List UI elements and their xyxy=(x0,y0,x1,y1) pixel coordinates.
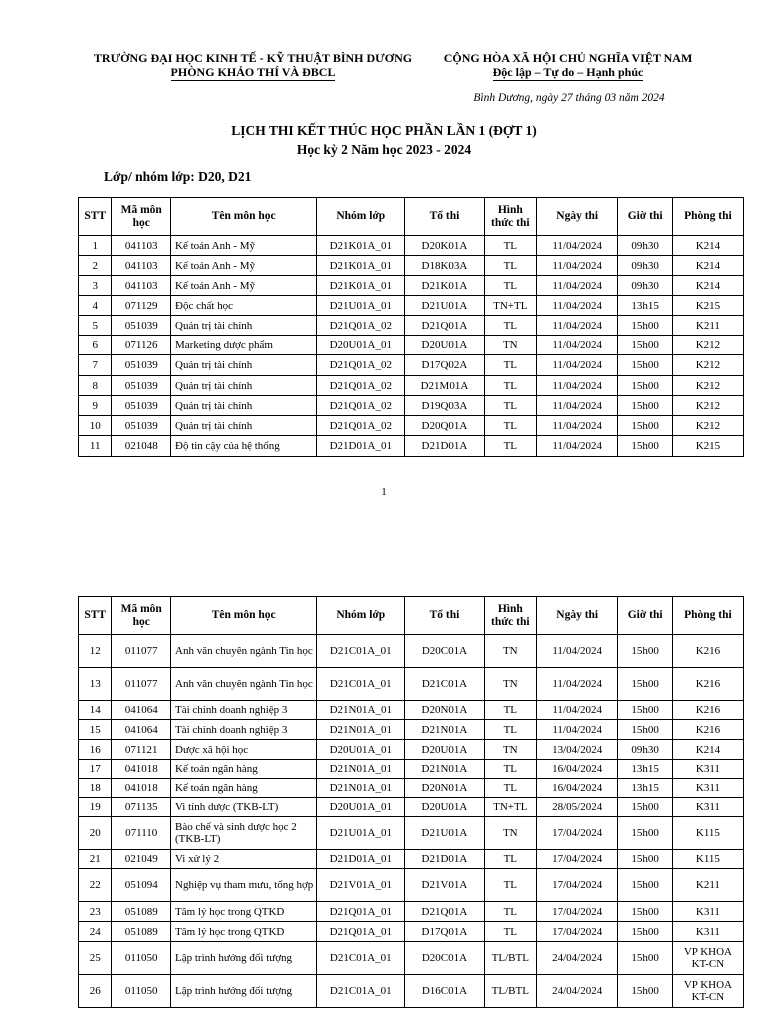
cell-stt: 25 xyxy=(79,942,112,975)
cell-stt: 12 xyxy=(79,635,112,668)
cell-nhom-lop: D21K01A_01 xyxy=(317,236,405,256)
cell-ngay-thi: 11/04/2024 xyxy=(536,635,618,668)
cell-ngay-thi: 11/04/2024 xyxy=(536,701,618,720)
cell-gio-thi: 15h00 xyxy=(618,396,672,416)
cell-to-thi: D19Q03A xyxy=(405,396,484,416)
cell-ten-mon: Lập trình hướng đối tượng xyxy=(171,942,317,975)
table-row xyxy=(79,436,744,457)
cell-ten-mon: Quản trị tài chính xyxy=(171,355,317,376)
cell-ma-mon: 011050 xyxy=(112,942,171,975)
cell-hinh-thuc: TL xyxy=(484,720,536,740)
cell-nhom-lop: D21U01A_01 xyxy=(317,296,405,316)
cell-gio-thi: 15h00 xyxy=(618,416,672,436)
cell-ma-mon: 041103 xyxy=(112,236,171,256)
cell-to-thi: D21K01A xyxy=(405,276,484,296)
cell-ngay-thi: 11/04/2024 xyxy=(536,396,618,416)
cell-ma-mon: 071129 xyxy=(112,296,171,316)
cell-gio-thi: 15h00 xyxy=(618,316,672,336)
cell-gio-thi: 15h00 xyxy=(618,922,672,942)
cell-ngay-thi: 11/04/2024 xyxy=(536,276,618,296)
cell-ngay-thi: 11/04/2024 xyxy=(536,296,618,316)
cell-to-thi: D21D01A xyxy=(405,850,484,869)
cell-ngay-thi: 16/04/2024 xyxy=(536,779,618,798)
col-header-ten-mon: Tên môn học xyxy=(171,198,317,236)
cell-phong-thi: K212 xyxy=(672,376,743,396)
cell-gio-thi: 13h15 xyxy=(618,760,672,779)
cell-ten-mon: Dược xã hội học xyxy=(171,740,317,760)
table-row xyxy=(79,256,744,276)
table-row xyxy=(79,740,744,760)
col-header-hinh-thuc: Hình thức thi xyxy=(484,597,536,635)
cell-nhom-lop: D21U01A_01 xyxy=(317,817,405,850)
cell-hinh-thuc: TL/BTL xyxy=(484,975,536,1008)
cell-stt: 18 xyxy=(79,779,112,798)
cell-gio-thi: 15h00 xyxy=(618,720,672,740)
cell-gio-thi: 09h30 xyxy=(618,276,672,296)
table-row xyxy=(79,975,744,1008)
cell-phong-thi: K216 xyxy=(672,720,743,740)
cell-hinh-thuc: TL xyxy=(484,396,536,416)
cell-phong-thi: K215 xyxy=(672,296,743,316)
cell-ma-mon: 071110 xyxy=(112,817,171,850)
cell-stt: 11 xyxy=(79,436,112,457)
cell-gio-thi: 15h00 xyxy=(618,817,672,850)
table-row xyxy=(79,396,744,416)
cell-nhom-lop: D21N01A_01 xyxy=(317,720,405,740)
cell-hinh-thuc: TL xyxy=(484,316,536,336)
document-date: Bình Dương, ngày 27 tháng 03 năm 2024 xyxy=(473,92,665,104)
cell-ngay-thi: 17/04/2024 xyxy=(536,850,618,869)
cell-stt: 3 xyxy=(79,276,112,296)
cell-phong-thi: K211 xyxy=(672,869,743,902)
cell-nhom-lop: D21N01A_01 xyxy=(317,779,405,798)
cell-ngay-thi: 11/04/2024 xyxy=(536,720,618,740)
cell-to-thi: D21N01A xyxy=(405,720,484,740)
col-header-to-thi: Tổ thi xyxy=(405,198,484,236)
cell-to-thi: D20U01A xyxy=(405,740,484,760)
cell-gio-thi: 13h15 xyxy=(618,296,672,316)
cell-hinh-thuc: TL xyxy=(484,376,536,396)
table-row xyxy=(79,922,744,942)
cell-gio-thi: 09h30 xyxy=(618,236,672,256)
cell-ma-mon: 011050 xyxy=(112,975,171,1008)
document-title: LỊCH THI KẾT THÚC HỌC PHẦN LẦN 1 (ĐỢT 1) xyxy=(231,123,537,138)
cell-hinh-thuc: TL xyxy=(484,416,536,436)
cell-ten-mon: Anh văn chuyên ngành Tin học xyxy=(171,635,317,668)
cell-gio-thi: 15h00 xyxy=(618,942,672,975)
cell-nhom-lop: D21Q01A_02 xyxy=(317,316,405,336)
col-header-phong-thi: Phòng thi xyxy=(672,597,743,635)
cell-to-thi: D17Q02A xyxy=(405,355,484,376)
cell-ma-mon: 051089 xyxy=(112,922,171,942)
cell-ngay-thi: 13/04/2024 xyxy=(536,740,618,760)
cell-hinh-thuc: TN xyxy=(484,817,536,850)
exam-schedule-table-1 xyxy=(78,197,744,457)
cell-ma-mon: 041103 xyxy=(112,276,171,296)
table-row xyxy=(79,798,744,817)
table-row xyxy=(79,850,744,869)
cell-hinh-thuc: TL/BTL xyxy=(484,942,536,975)
cell-ma-mon: 021049 xyxy=(112,850,171,869)
cell-nhom-lop: D21Q01A_01 xyxy=(317,922,405,942)
cell-ngay-thi: 17/04/2024 xyxy=(536,902,618,922)
cell-ten-mon: Kế toán ngân hàng xyxy=(171,760,317,779)
cell-gio-thi: 15h00 xyxy=(618,975,672,1008)
table-row xyxy=(79,701,744,720)
cell-nhom-lop: D21D01A_01 xyxy=(317,436,405,457)
cell-stt: 7 xyxy=(79,355,112,376)
cell-ten-mon: Quản trị tài chính xyxy=(171,396,317,416)
cell-nhom-lop: D21Q01A_02 xyxy=(317,396,405,416)
table-row xyxy=(79,236,744,256)
table-row xyxy=(79,296,744,316)
cell-hinh-thuc: TL xyxy=(484,869,536,902)
col-header-gio-thi: Giờ thi xyxy=(618,597,672,635)
cell-ma-mon: 021048 xyxy=(112,436,171,457)
cell-phong-thi: K214 xyxy=(672,740,743,760)
col-header-hinh-thuc: Hình thức thi xyxy=(484,198,536,236)
col-header-nhom-lop: Nhóm lớp xyxy=(317,198,405,236)
cell-ten-mon: Quản trị tài chính xyxy=(171,376,317,396)
cell-to-thi: D20Q01A xyxy=(405,416,484,436)
cell-gio-thi: 15h00 xyxy=(618,668,672,701)
cell-ten-mon: Kế toán Anh - Mỹ xyxy=(171,256,317,276)
col-header-gio-thi: Giờ thi xyxy=(618,198,672,236)
cell-ma-mon: 041103 xyxy=(112,256,171,276)
cell-nhom-lop: D21K01A_01 xyxy=(317,256,405,276)
cell-gio-thi: 15h00 xyxy=(618,635,672,668)
cell-phong-thi: K311 xyxy=(672,779,743,798)
cell-nhom-lop: D20U01A_01 xyxy=(317,798,405,817)
cell-stt: 19 xyxy=(79,798,112,817)
table-row xyxy=(79,416,744,436)
cell-stt: 17 xyxy=(79,760,112,779)
cell-to-thi: D17Q01A xyxy=(405,922,484,942)
cell-hinh-thuc: TN+TL xyxy=(484,296,536,316)
cell-to-thi: D21D01A xyxy=(405,436,484,457)
table-row xyxy=(79,902,744,922)
cell-ten-mon: Tài chính doanh nghiệp 3 xyxy=(171,720,317,740)
cell-hinh-thuc: TL xyxy=(484,902,536,922)
table-header-row xyxy=(79,198,744,236)
cell-ten-mon: Nghiệp vụ tham mưu, tổng hợp xyxy=(171,869,317,902)
cell-to-thi: D20N01A xyxy=(405,701,484,720)
cell-phong-thi: K214 xyxy=(672,256,743,276)
university-name: TRƯỜNG ĐẠI HỌC KINH TẾ - KỸ THUẬT BÌNH DƯƠNG xyxy=(93,51,413,65)
cell-ngay-thi: 11/04/2024 xyxy=(536,436,618,457)
cell-ngay-thi: 11/04/2024 xyxy=(536,316,618,336)
cell-ten-mon: Kế toán Anh - Mỹ xyxy=(171,236,317,256)
cell-hinh-thuc: TL xyxy=(484,779,536,798)
cell-hinh-thuc: TL xyxy=(484,236,536,256)
cell-ma-mon: 071121 xyxy=(112,740,171,760)
cell-stt: 10 xyxy=(79,416,112,436)
cell-gio-thi: 15h00 xyxy=(618,376,672,396)
cell-stt: 14 xyxy=(79,701,112,720)
cell-ma-mon: 051039 xyxy=(112,355,171,376)
cell-ten-mon: Độ tin cậy của hệ thống xyxy=(171,436,317,457)
cell-hinh-thuc: TL xyxy=(484,760,536,779)
cell-hinh-thuc: TL xyxy=(484,922,536,942)
cell-hinh-thuc: TL xyxy=(484,256,536,276)
cell-to-thi: D21V01A xyxy=(405,869,484,902)
cell-phong-thi: K311 xyxy=(672,902,743,922)
cell-to-thi: D21U01A xyxy=(405,817,484,850)
cell-nhom-lop: D21N01A_01 xyxy=(317,701,405,720)
page-number: 1 xyxy=(381,486,387,498)
cell-nhom-lop: D21C01A_01 xyxy=(317,635,405,668)
cell-stt: 23 xyxy=(79,902,112,922)
cell-ma-mon: 071126 xyxy=(112,336,171,355)
cell-ma-mon: 041018 xyxy=(112,779,171,798)
table-row xyxy=(79,355,744,376)
cell-ten-mon: Lập trình hướng đối tượng xyxy=(171,975,317,1008)
cell-ma-mon: 011077 xyxy=(112,635,171,668)
cell-to-thi: D21Q01A xyxy=(405,316,484,336)
table-row xyxy=(79,276,744,296)
cell-hinh-thuc: TL xyxy=(484,701,536,720)
table-row xyxy=(79,668,744,701)
cell-phong-thi: K212 xyxy=(672,396,743,416)
cell-ten-mon: Tài chính doanh nghiệp 3 xyxy=(171,701,317,720)
cell-to-thi: D20C01A xyxy=(405,635,484,668)
col-header-stt: STT xyxy=(79,597,112,635)
cell-hinh-thuc: TL xyxy=(484,850,536,869)
cell-gio-thi: 09h30 xyxy=(618,256,672,276)
university-header xyxy=(88,51,418,81)
cell-phong-thi: K216 xyxy=(672,635,743,668)
cell-hinh-thuc: TN xyxy=(484,668,536,701)
cell-ten-mon: Tâm lý học trong QTKD xyxy=(171,922,317,942)
cell-ten-mon: Marketing dược phẩm xyxy=(171,336,317,355)
cell-phong-thi: K212 xyxy=(672,355,743,376)
cell-hinh-thuc: TN xyxy=(484,740,536,760)
cell-stt: 1 xyxy=(79,236,112,256)
cell-to-thi: D18K03A xyxy=(405,256,484,276)
cell-nhom-lop: D21C01A_01 xyxy=(317,942,405,975)
cell-ngay-thi: 11/04/2024 xyxy=(536,256,618,276)
cell-nhom-lop: D21C01A_01 xyxy=(317,668,405,701)
cell-ma-mon: 051039 xyxy=(112,396,171,416)
cell-ten-mon: Tâm lý học trong QTKD xyxy=(171,902,317,922)
cell-ngay-thi: 11/04/2024 xyxy=(536,376,618,396)
cell-ngay-thi: 24/04/2024 xyxy=(536,975,618,1008)
cell-ma-mon: 011077 xyxy=(112,668,171,701)
table-row xyxy=(79,942,744,975)
cell-stt: 8 xyxy=(79,376,112,396)
cell-phong-thi: K212 xyxy=(672,336,743,355)
cell-nhom-lop: D20U01A_01 xyxy=(317,740,405,760)
national-header xyxy=(436,51,700,81)
exam-schedule-table-2 xyxy=(78,596,744,1008)
cell-nhom-lop: D21Q01A_02 xyxy=(317,355,405,376)
cell-phong-thi: K216 xyxy=(672,701,743,720)
cell-to-thi: D21Q01A xyxy=(405,902,484,922)
cell-ten-mon: Anh văn chuyên ngành Tin học xyxy=(171,668,317,701)
cell-to-thi: D21U01A xyxy=(405,296,484,316)
cell-ngay-thi: 28/05/2024 xyxy=(536,798,618,817)
cell-ma-mon: 051039 xyxy=(112,316,171,336)
table-row xyxy=(79,316,744,336)
cell-ma-mon: 041018 xyxy=(112,760,171,779)
cell-phong-thi: VP KHOA KT-CN xyxy=(672,942,743,975)
cell-ma-mon: 041064 xyxy=(112,701,171,720)
cell-ten-mon: Độc chất học xyxy=(171,296,317,316)
cell-ngay-thi: 17/04/2024 xyxy=(536,922,618,942)
cell-nhom-lop: D21K01A_01 xyxy=(317,276,405,296)
cell-ngay-thi: 11/04/2024 xyxy=(536,668,618,701)
cell-ma-mon: 051039 xyxy=(112,416,171,436)
col-header-to-thi: Tổ thi xyxy=(405,597,484,635)
cell-ten-mon: Quản trị tài chính xyxy=(171,416,317,436)
cell-gio-thi: 15h00 xyxy=(618,869,672,902)
cell-to-thi: D21M01A xyxy=(405,376,484,396)
cell-ma-mon: 051039 xyxy=(112,376,171,396)
cell-nhom-lop: D21Q01A_01 xyxy=(317,902,405,922)
cell-phong-thi: K212 xyxy=(672,416,743,436)
cell-ten-mon: Quản trị tài chính xyxy=(171,316,317,336)
cell-phong-thi: K311 xyxy=(672,922,743,942)
cell-ngay-thi: 17/04/2024 xyxy=(536,869,618,902)
cell-gio-thi: 15h00 xyxy=(618,902,672,922)
cell-phong-thi: K115 xyxy=(672,817,743,850)
cell-to-thi: D20U01A xyxy=(405,336,484,355)
cell-hinh-thuc: TN xyxy=(484,635,536,668)
cell-stt: 21 xyxy=(79,850,112,869)
col-header-ngay-thi: Ngày thi xyxy=(536,597,618,635)
cell-ngay-thi: 24/04/2024 xyxy=(536,942,618,975)
cell-nhom-lop: D21Q01A_02 xyxy=(317,416,405,436)
table-row xyxy=(79,376,744,396)
cell-phong-thi: K214 xyxy=(672,236,743,256)
cell-gio-thi: 15h00 xyxy=(618,436,672,457)
department-name: PHÒNG KHẢO THÍ VÀ ĐBCL xyxy=(170,65,336,79)
cell-ngay-thi: 11/04/2024 xyxy=(536,236,618,256)
cell-phong-thi: K216 xyxy=(672,668,743,701)
cell-stt: 22 xyxy=(79,869,112,902)
cell-ma-mon: 071135 xyxy=(112,798,171,817)
col-header-ma-mon: Mã môn học xyxy=(112,198,171,236)
national-motto: Độc lập – Tự do – Hạnh phúc xyxy=(492,65,644,79)
cell-to-thi: D20N01A xyxy=(405,779,484,798)
cell-ngay-thi: 11/04/2024 xyxy=(536,336,618,355)
cell-to-thi: D20C01A xyxy=(405,942,484,975)
class-label: Lớp/ nhóm lớp: D20, D21 xyxy=(104,169,252,184)
cell-ngay-thi: 16/04/2024 xyxy=(536,760,618,779)
cell-phong-thi: K211 xyxy=(672,316,743,336)
cell-to-thi: D16C01A xyxy=(405,975,484,1008)
col-header-ten-mon: Tên môn học xyxy=(171,597,317,635)
col-header-phong-thi: Phòng thi xyxy=(672,198,743,236)
table-row xyxy=(79,720,744,740)
col-header-ma-mon: Mã môn học xyxy=(112,597,171,635)
cell-hinh-thuc: TL xyxy=(484,276,536,296)
table-row xyxy=(79,336,744,355)
cell-to-thi: D21N01A xyxy=(405,760,484,779)
cell-stt: 26 xyxy=(79,975,112,1008)
cell-stt: 6 xyxy=(79,336,112,355)
cell-gio-thi: 15h00 xyxy=(618,355,672,376)
cell-to-thi: D21C01A xyxy=(405,668,484,701)
national-motto-title: CỘNG HÒA XÃ HỘI CHỦ NGHĨA VIỆT NAM xyxy=(443,51,693,65)
cell-phong-thi: VP KHOA KT-CN xyxy=(672,975,743,1008)
cell-stt: 2 xyxy=(79,256,112,276)
cell-stt: 24 xyxy=(79,922,112,942)
cell-gio-thi: 15h00 xyxy=(618,850,672,869)
cell-hinh-thuc: TN xyxy=(484,336,536,355)
cell-ten-mon: Kế toán ngân hàng xyxy=(171,779,317,798)
cell-nhom-lop: D21D01A_01 xyxy=(317,850,405,869)
cell-stt: 4 xyxy=(79,296,112,316)
cell-stt: 5 xyxy=(79,316,112,336)
cell-nhom-lop: D21N01A_01 xyxy=(317,760,405,779)
cell-nhom-lop: D20U01A_01 xyxy=(317,336,405,355)
cell-gio-thi: 15h00 xyxy=(618,798,672,817)
cell-to-thi: D20U01A xyxy=(405,798,484,817)
table-row xyxy=(79,779,744,798)
table-row xyxy=(79,635,744,668)
cell-nhom-lop: D21C01A_01 xyxy=(317,975,405,1008)
cell-gio-thi: 15h00 xyxy=(618,336,672,355)
cell-phong-thi: K215 xyxy=(672,436,743,457)
document-subtitle: Học kỳ 2 Năm học 2023 - 2024 xyxy=(296,142,472,157)
cell-ten-mon: Kế toán Anh - Mỹ xyxy=(171,276,317,296)
cell-nhom-lop: D21Q01A_02 xyxy=(317,376,405,396)
cell-ma-mon: 051089 xyxy=(112,902,171,922)
col-header-stt: STT xyxy=(79,198,112,236)
cell-gio-thi: 15h00 xyxy=(618,701,672,720)
cell-phong-thi: K311 xyxy=(672,798,743,817)
cell-hinh-thuc: TN+TL xyxy=(484,798,536,817)
cell-to-thi: D20K01A xyxy=(405,236,484,256)
cell-phong-thi: K214 xyxy=(672,276,743,296)
cell-ngay-thi: 11/04/2024 xyxy=(536,416,618,436)
col-header-nhom-lop: Nhóm lớp xyxy=(317,597,405,635)
cell-nhom-lop: D21V01A_01 xyxy=(317,869,405,902)
table-header-row xyxy=(79,597,744,635)
table-row xyxy=(79,760,744,779)
cell-stt: 9 xyxy=(79,396,112,416)
cell-phong-thi: K115 xyxy=(672,850,743,869)
cell-stt: 15 xyxy=(79,720,112,740)
cell-ngay-thi: 11/04/2024 xyxy=(536,355,618,376)
cell-ten-mon: Vi tính dược (TKB-LT) xyxy=(171,798,317,817)
cell-ten-mon: Vi xử lý 2 xyxy=(171,850,317,869)
table-row xyxy=(79,869,744,902)
cell-gio-thi: 13h15 xyxy=(618,779,672,798)
table-row xyxy=(79,817,744,850)
cell-gio-thi: 09h30 xyxy=(618,740,672,760)
cell-stt: 20 xyxy=(79,817,112,850)
cell-stt: 13 xyxy=(79,668,112,701)
cell-ten-mon: Bào chế và sinh dược học 2 (TKB-LT) xyxy=(171,817,317,850)
cell-hinh-thuc: TL xyxy=(484,436,536,457)
cell-phong-thi: K311 xyxy=(672,760,743,779)
cell-stt: 16 xyxy=(79,740,112,760)
cell-ma-mon: 051094 xyxy=(112,869,171,902)
col-header-ngay-thi: Ngày thi xyxy=(536,198,618,236)
cell-ma-mon: 041064 xyxy=(112,720,171,740)
cell-hinh-thuc: TL xyxy=(484,355,536,376)
cell-ngay-thi: 17/04/2024 xyxy=(536,817,618,850)
